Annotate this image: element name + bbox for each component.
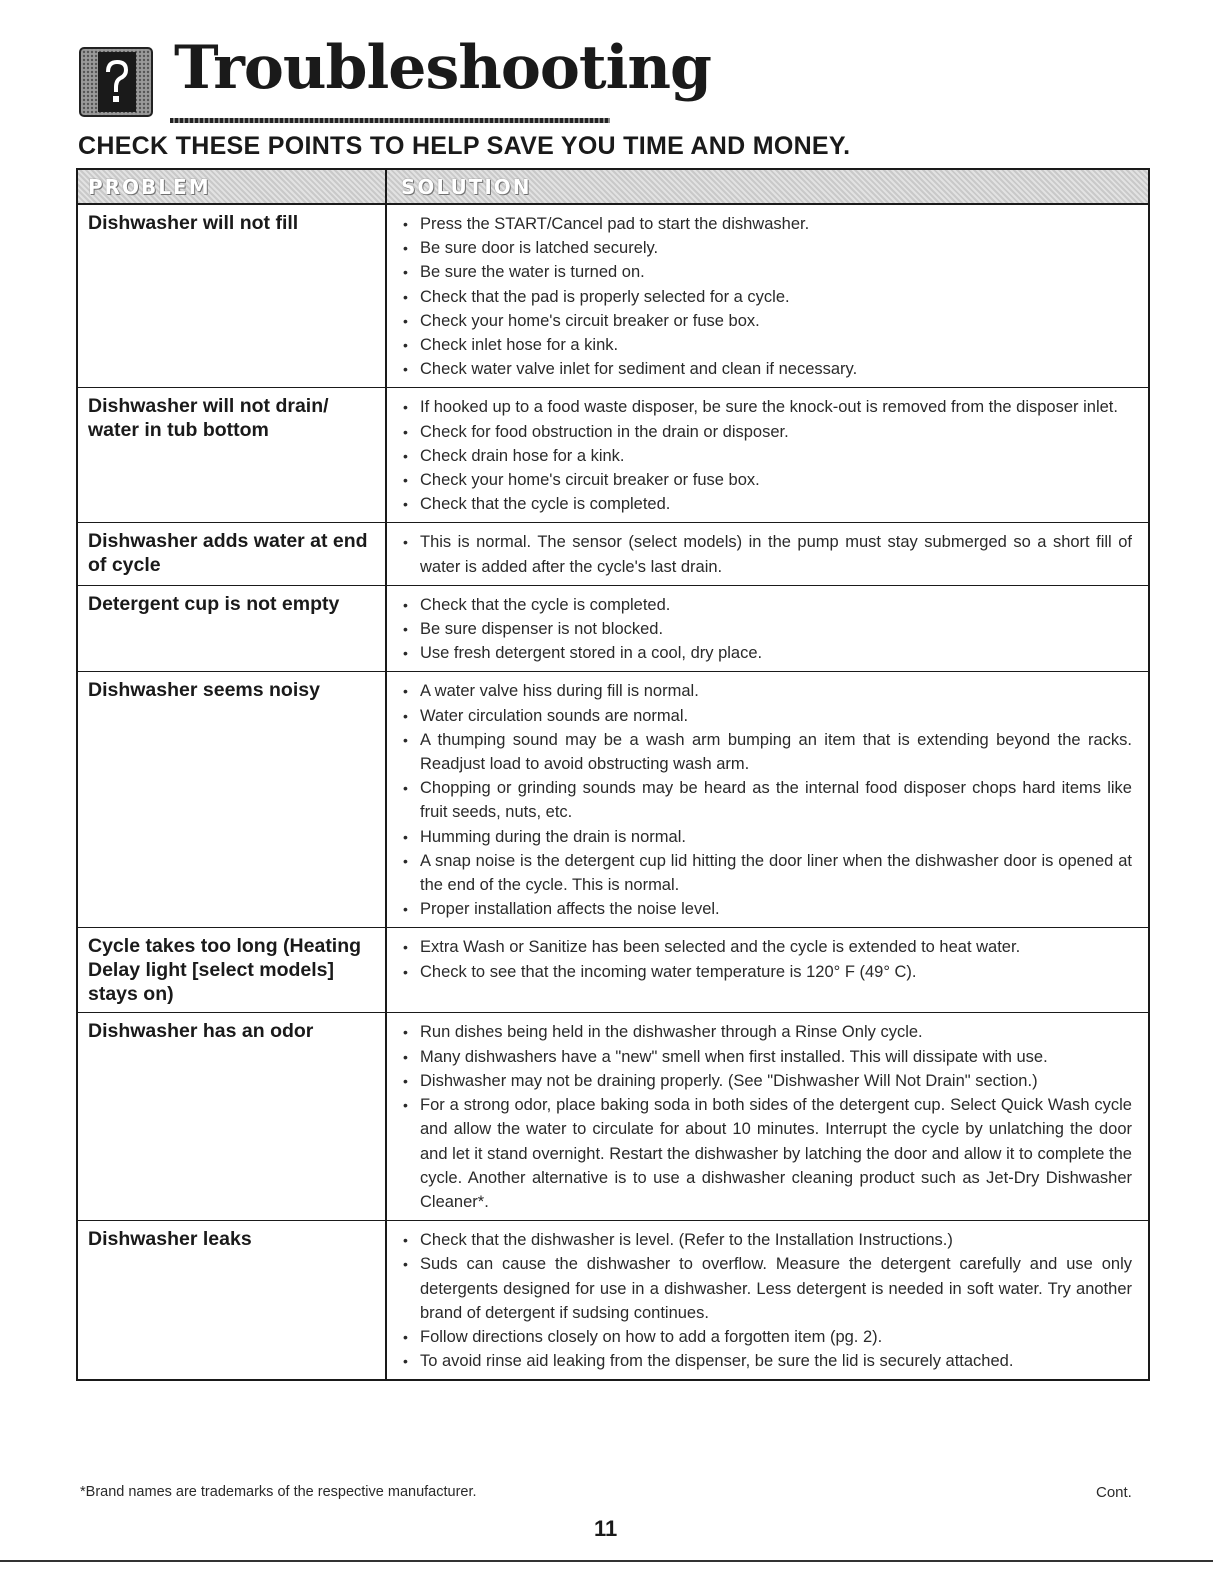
solution-item: • Humming during the drain is normal. (401, 825, 1132, 849)
problem-cell: Dishwasher will not drain/ water in tub bottom (78, 388, 387, 522)
page-header (78, 33, 1158, 122)
solution-cell (387, 205, 1148, 387)
solution-cell (387, 586, 1148, 672)
question-mark-icon (78, 46, 154, 118)
table-row (78, 1221, 1148, 1379)
solution-item: • For a strong odor, place baking soda in both sides of the detergent cup. Select Quick Wash cycle and allow the water to circulate for about 10 minutes. Interrupt the cycle by unlatching the door and let it stand overnight. Restart the dishwasher by latching the door and allow it to complete the cycle. Another alternative is to use a dishwasher cleaning product such as Jet-Dry Dishwasher Cleaner*. (401, 1093, 1132, 1214)
footnote: *Brand names are trademarks of the respective manufacturer. (80, 1484, 477, 1500)
solution-item: • Be sure dispenser is not blocked. (401, 617, 1132, 641)
solution-item: • To avoid rinse aid leaking from the dispenser, be sure the lid is securely attached. (401, 1349, 1132, 1373)
problem-cell: Dishwasher leaks (78, 1221, 387, 1379)
table-row (78, 388, 1148, 523)
solution-item: • Check inlet hose for a kink. (401, 333, 1132, 357)
solution-item: • A thumping sound may be a wash arm bumping an item that is extending beyond the racks. Readjust load to avoid obstructing wash arm. (401, 728, 1132, 776)
solution-item: • Check for food obstruction in the drain or disposer. (401, 420, 1132, 444)
page-number: 11 (594, 1516, 618, 1541)
solution-item: • Extra Wash or Sanitize has been selected and the cycle is extended to heat water. (401, 935, 1132, 959)
table-header (78, 170, 1148, 205)
solution-column-header: SOLUTION (401, 175, 532, 199)
solution-item: • Press the START/Cancel pad to start the dishwasher. (401, 212, 1132, 236)
solution-cell (387, 1221, 1148, 1379)
troubleshooting-table (76, 168, 1150, 1381)
page-title: Troubleshooting (174, 33, 711, 103)
solution-item: • Check your home's circuit breaker or fuse box. (401, 468, 1132, 492)
solution-cell (387, 928, 1148, 1012)
solution-item: • A water valve hiss during fill is normal. (401, 679, 1132, 703)
problem-cell: Cycle takes too long (Heating Delay light [select models] stays on) (78, 928, 387, 1012)
table-row (78, 586, 1148, 673)
problem-cell: Detergent cup is not empty (78, 586, 387, 672)
solution-item: • Proper installation affects the noise level. (401, 897, 1132, 921)
solution-item: • Dishwasher may not be draining properly. (See "Dishwasher Will Not Drain" section.) (401, 1069, 1132, 1093)
problem-cell: Dishwasher will not fill (78, 205, 387, 387)
solution-item: • Check drain hose for a kink. (401, 444, 1132, 468)
solution-item: • If hooked up to a food waste disposer, be sure the knock-out is removed from the disposer inlet. (401, 395, 1132, 419)
solution-cell (387, 672, 1148, 927)
solution-item: • Suds can cause the dishwasher to overflow. Measure the detergent carefully and use only detergents designed for use in a dishwasher. Less detergent is needed in soft water. Try another brand of detergent if sudsing continues. (401, 1252, 1132, 1325)
solution-item: • Chopping or grinding sounds may be heard as the internal food disposer chops hard items like fruit seeds, nuts, etc. (401, 776, 1132, 824)
solution-cell (387, 1013, 1148, 1220)
solution-item: • Check that the cycle is completed. (401, 593, 1132, 617)
continued-label: Cont. (1096, 1484, 1132, 1501)
solution-item: • Run dishes being held in the dishwasher through a Rinse Only cycle. (401, 1020, 1132, 1044)
solution-item: • Check your home's circuit breaker or fuse box. (401, 309, 1132, 333)
table-row (78, 928, 1148, 1013)
solution-item: • Use fresh detergent stored in a cool, dry place. (401, 641, 1132, 665)
problem-cell: Dishwasher has an odor (78, 1013, 387, 1220)
problem-cell: Dishwasher seems noisy (78, 672, 387, 927)
title-underline (170, 118, 610, 123)
table-row (78, 523, 1148, 585)
solution-item: • A snap noise is the detergent cup lid hitting the door liner when the dishwasher door is opened at the end of the cycle. This is normal. (401, 849, 1132, 897)
page-subtitle: CHECK THESE POINTS TO HELP SAVE YOU TIME AND MONEY. (78, 132, 851, 160)
solution-item: • Check to see that the incoming water temperature is 120° F (49° C). (401, 960, 1132, 984)
solution-item: • Water circulation sounds are normal. (401, 704, 1132, 728)
solution-cell (387, 523, 1148, 584)
solution-item: • Be sure the water is turned on. (401, 260, 1132, 284)
solution-item: • Check that the dishwasher is level. (Refer to the Installation Instructions.) (401, 1228, 1132, 1252)
solution-cell (387, 388, 1148, 522)
solution-item: • Check that the cycle is completed. (401, 492, 1132, 516)
solution-item: • This is normal. The sensor (select models) in the pump must stay submerged so a short fill of water is added after the cycle's last drain. (401, 530, 1132, 578)
solution-item: • Check that the pad is properly selected for a cycle. (401, 285, 1132, 309)
solution-item: • Follow directions closely on how to add a forgotten item (pg. 2). (401, 1325, 1132, 1349)
table-row (78, 205, 1148, 388)
problem-cell: Dishwasher adds water at end of cycle (78, 523, 387, 584)
solution-item: • Check water valve inlet for sediment and clean if necessary. (401, 357, 1132, 381)
bottom-divider (0, 1560, 1213, 1562)
solution-item: • Many dishwashers have a "new" smell when first installed. This will dissipate with use. (401, 1045, 1132, 1069)
solution-item: • Be sure door is latched securely. (401, 236, 1132, 260)
problem-column-header: PROBLEM (78, 170, 387, 203)
table-row (78, 1013, 1148, 1221)
table-body (78, 205, 1148, 1379)
table-row (78, 672, 1148, 928)
